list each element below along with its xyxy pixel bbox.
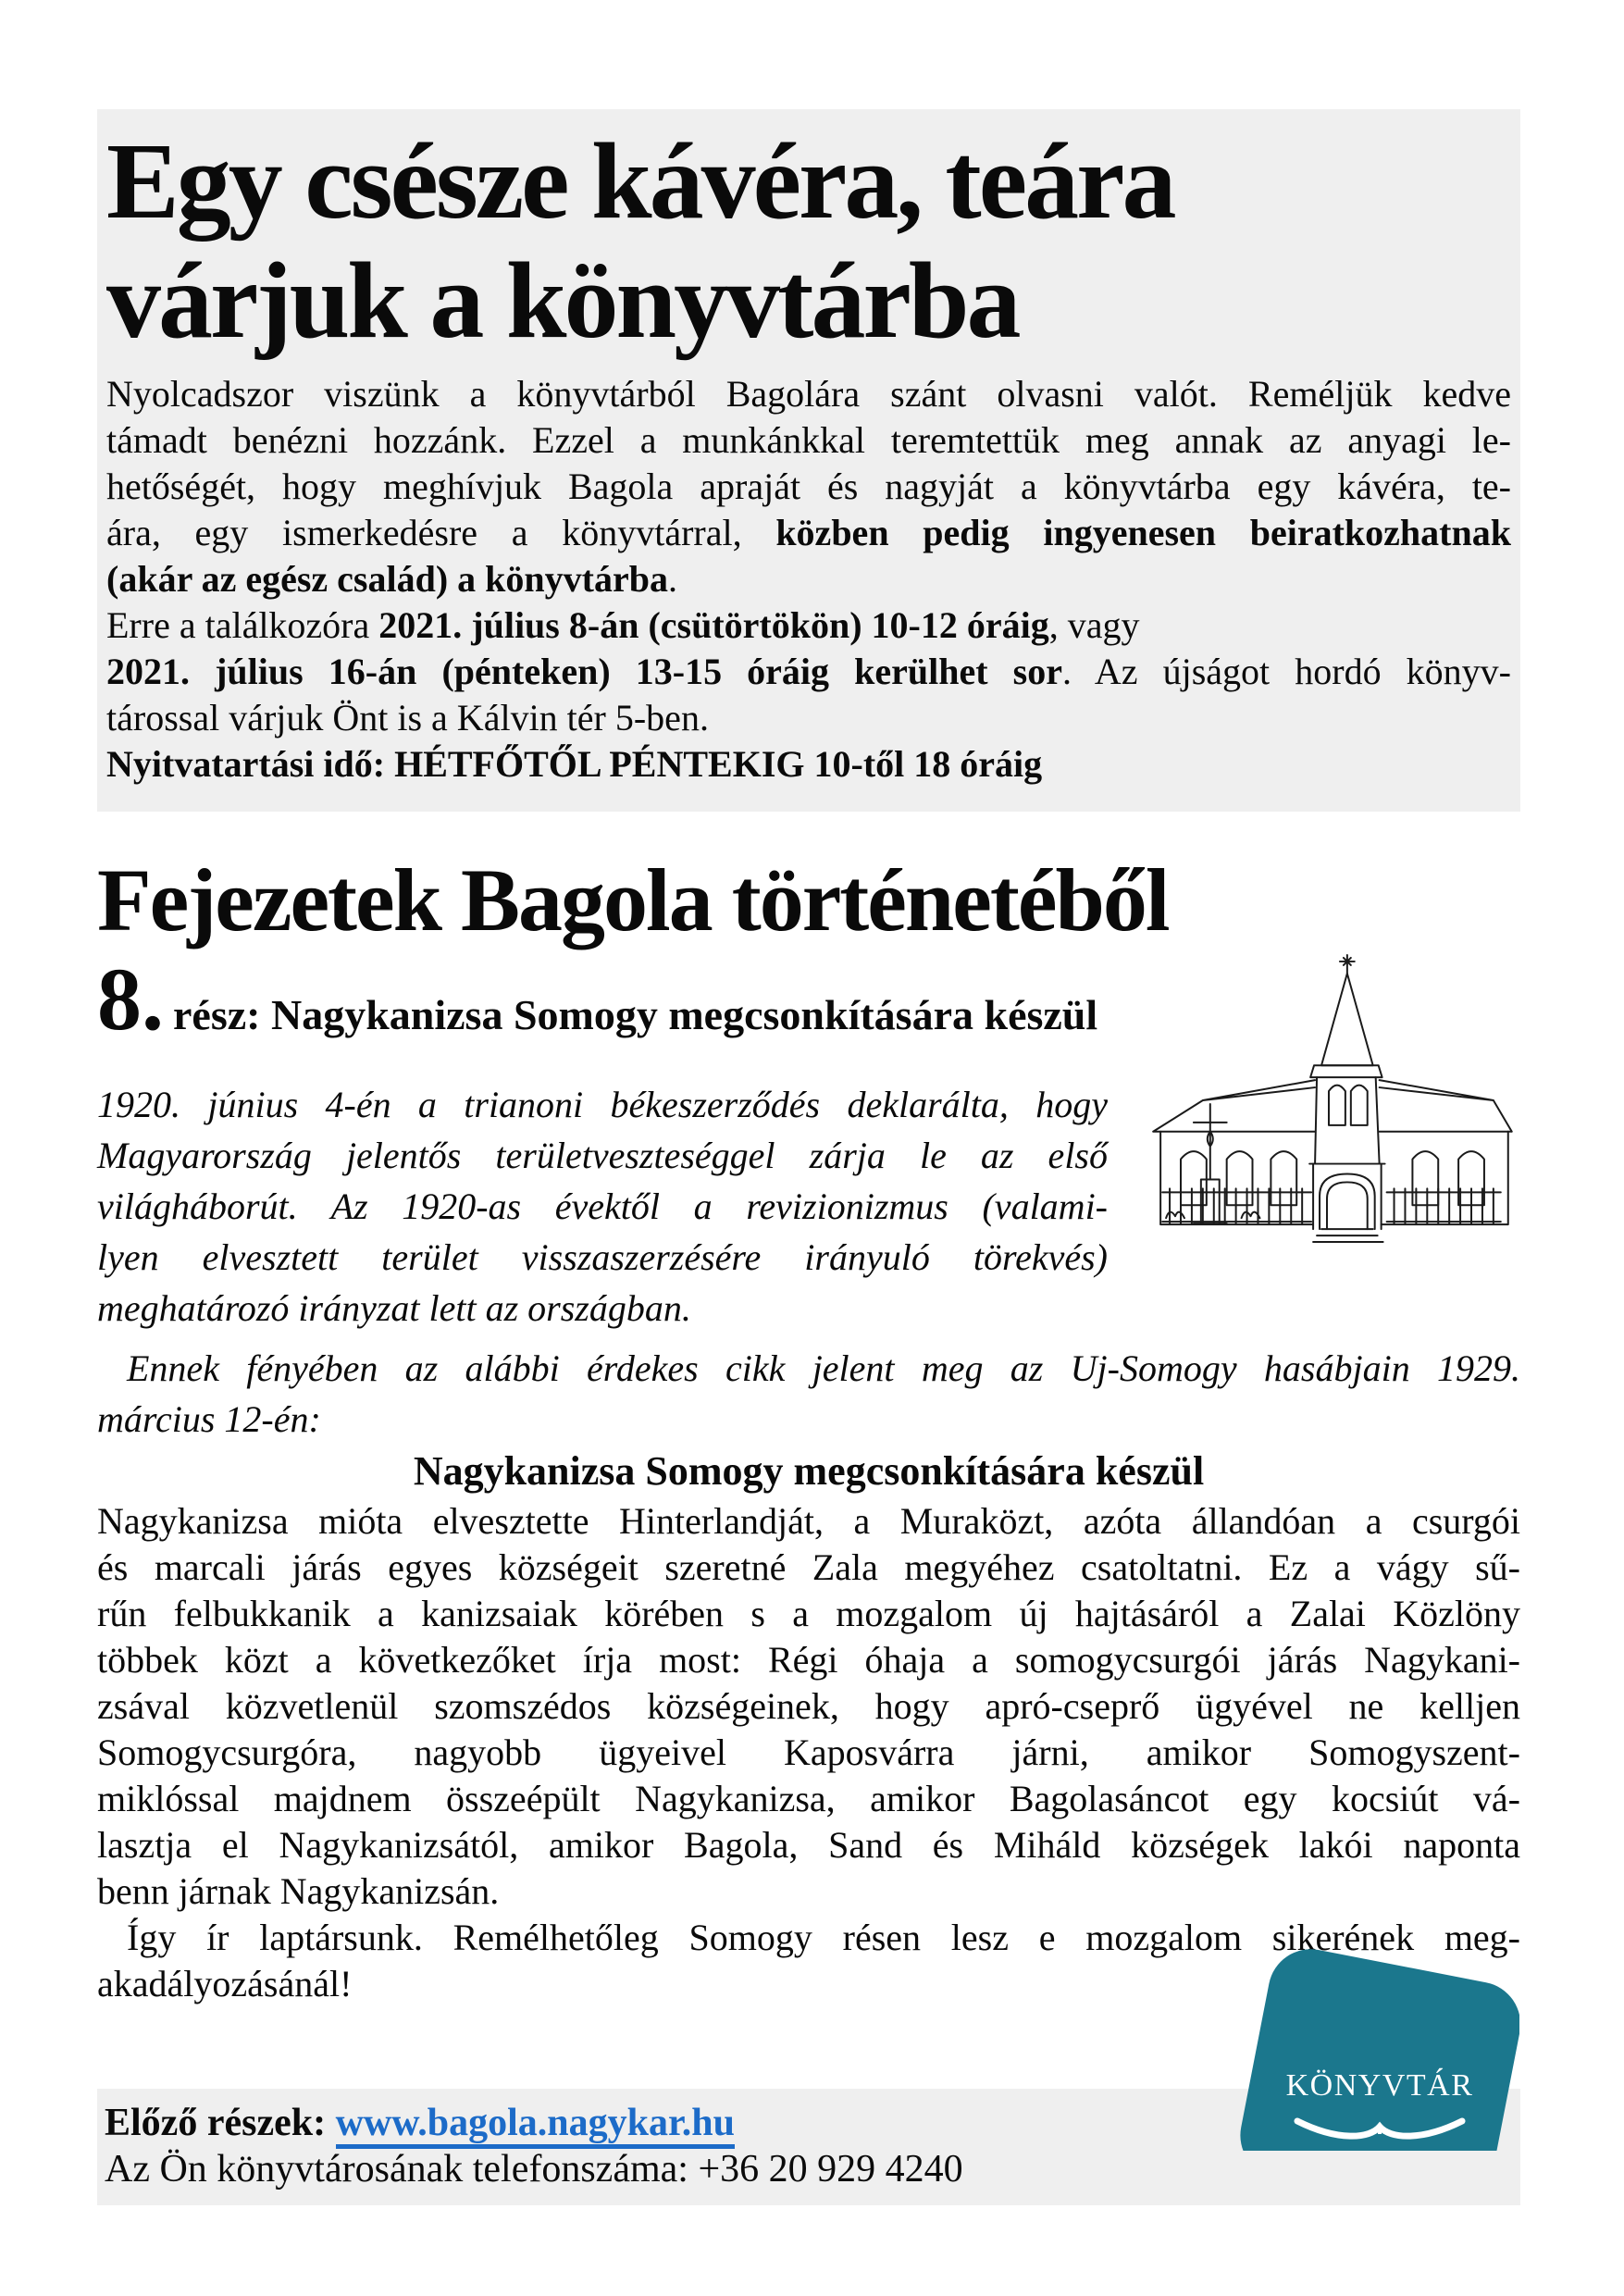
text-line xyxy=(97,1730,1520,1776)
text-line xyxy=(97,1394,1520,1445)
text-run: Nagykanizsa mióta elvesztette Hinterlandját, a Muraközt, azóta állandóan a csurgói xyxy=(97,1500,1520,1543)
dates-paragraph xyxy=(106,602,1511,741)
church-line-art xyxy=(1132,951,1520,1246)
text-run: akadályozásánál! xyxy=(97,1963,353,2005)
section-heading: Fejezetek Bagola történetéből xyxy=(97,850,1169,950)
text-run: meghatározó irányzat lett az országban. xyxy=(97,1287,691,1330)
text-line xyxy=(105,2146,1513,2192)
bold-text: közben pedig ingyenesen beiratkozhatnak xyxy=(775,512,1511,554)
text-line xyxy=(106,741,1511,788)
bold-text: 2021. július 8-án (csütörtökön) 10-12 óráig xyxy=(378,604,1049,647)
text-line xyxy=(97,1591,1520,1637)
text-line xyxy=(106,417,1511,464)
logo-text: KÖNYVTÁR xyxy=(1285,2068,1474,2103)
text-run: . xyxy=(668,558,677,601)
bold-text: 2021. július 16-án (pénteken) 13-15 óráig kerülhet sor xyxy=(106,651,1062,693)
text-run: ára, egy ismerkedésre a könyvtárral, xyxy=(106,512,776,554)
text-run: és marcali járás egyes községeit szeretné Zala megyéhez csatoltatni. Ez a vágy sű- xyxy=(97,1546,1520,1589)
part-title: rész: Nagykanizsa Somogy megcsonkítására készül xyxy=(173,991,1098,1039)
bold-text: Nyitvatartási idő: HÉTFŐTŐL PÉNTEKIG 10-től 18 óráig xyxy=(106,743,1043,786)
text-line xyxy=(97,1868,1520,1915)
library-logo xyxy=(1240,1940,1519,2151)
content-column xyxy=(97,0,1520,2205)
text-line xyxy=(106,602,1511,649)
text-line xyxy=(106,556,1511,602)
church-illustration xyxy=(1132,951,1520,1246)
logo-teal-shape xyxy=(1240,1942,1519,2151)
article-heading: Nagykanizsa Somogy megcsonkítására készül xyxy=(413,1448,1205,1495)
text-run: többek közt a következőket írja most: Régi óhaja a somogycsurgói járás Nagykani- xyxy=(97,1639,1520,1682)
text-line xyxy=(106,649,1511,695)
text-line xyxy=(97,1776,1520,1822)
page-title-line2: várjuk a könyvtárba xyxy=(106,239,1019,361)
bold-text: Előző részek: xyxy=(105,2102,336,2145)
header-announcement-box xyxy=(97,109,1520,812)
text-run: 1920. június 4-én a trianoni békeszerződés deklarálta, hogy xyxy=(97,1084,1108,1126)
text-run: március 12-én: xyxy=(97,1398,321,1441)
lead-paragraph-2 xyxy=(97,1343,1520,1445)
text-run: Erre a találkozóra xyxy=(106,604,379,647)
text-run: miklóssal majdnem összeépült Nagykanizsa, amikor Bagolasáncot egy kocsiút vá- xyxy=(97,1778,1520,1820)
page-title-line1: Egy csésze kávéra, teára xyxy=(106,120,1174,242)
text-run: Az Ön könyvtárosának telefonszáma: +36 20 929 4240 xyxy=(105,2148,963,2191)
text-run: , vagy xyxy=(1048,604,1140,647)
text-run: lyen elvesztett terület visszaszerzésére irányuló törekvés) xyxy=(97,1236,1108,1279)
bold-text: (akár az egész család) a könyvtárba xyxy=(106,558,668,601)
page-title xyxy=(106,122,1511,360)
text-line xyxy=(97,1343,1520,1394)
library-logo-graphic xyxy=(1240,1940,1519,2151)
part-number: 8. xyxy=(97,949,164,1049)
text-run: Magyarország jelentős területveszteséggel zárja le az első xyxy=(97,1135,1108,1177)
previous-parts-link[interactable]: www.bagola.nagykar.hu xyxy=(336,2102,735,2149)
text-run: Ennek fényében az alábbi érdekes cikk jelent meg az Uj-Somogy hasábjain 1929. xyxy=(127,1347,1520,1390)
text-run: Somogycsurgóra, nagyobb ügyeivel Kaposvárra járni, amikor Somogyszent- xyxy=(97,1731,1520,1774)
text-line xyxy=(97,1545,1520,1591)
text-run: benn járnak Nagykanizsán. xyxy=(97,1870,500,1913)
text-line xyxy=(97,1637,1520,1683)
text-run: tárossal várjuk Önt is a Kálvin tér 5-ben. xyxy=(106,697,709,739)
text-line xyxy=(97,1498,1520,1545)
text-run: . Az újságot hordó könyv- xyxy=(1062,651,1512,693)
text-line xyxy=(106,371,1511,417)
text-run: Így ír laptársunk. Remélhetőleg Somogy résen lesz e mozgalom sikerének meg- xyxy=(127,1917,1520,1959)
text-run: zsával közvetlenül szomszédos községeinek, hogy apró-cseprő ügyével ne kelljen xyxy=(97,1685,1520,1728)
text-line xyxy=(97,1683,1520,1730)
text-line xyxy=(106,510,1511,556)
text-run: támadt benézni hozzánk. Ezzel a munkánkkal teremtettük meg annak az anyagi le- xyxy=(106,419,1511,462)
article-body xyxy=(97,1498,1520,1915)
text-line xyxy=(106,464,1511,510)
text-run: lasztja el Nagykanizsától, amikor Bagola, Sand és Miháld községek lakói naponta xyxy=(97,1824,1520,1867)
text-run: rűn felbukkanik a kanizsaiak körében s a mozgalom új hajtásáról a Zalai Közlöny xyxy=(97,1593,1520,1635)
text-line xyxy=(97,1822,1520,1868)
opening-hours-line xyxy=(106,741,1511,788)
text-line xyxy=(106,695,1511,741)
text-line xyxy=(97,1283,1520,1334)
text-run: hetőségét, hogy meghívjuk Bagola apraját és nagyját a könyvtárba egy kávéra, te- xyxy=(106,465,1511,508)
text-run: világháborút. Az 1920-as évektől a revizionizmus (valami- xyxy=(97,1185,1108,1228)
invitation-paragraph xyxy=(106,371,1511,602)
text-run: Nyolcadszor viszünk a könyvtárból Bagolára szánt olvasni valót. Reméljük kedve xyxy=(106,373,1511,416)
